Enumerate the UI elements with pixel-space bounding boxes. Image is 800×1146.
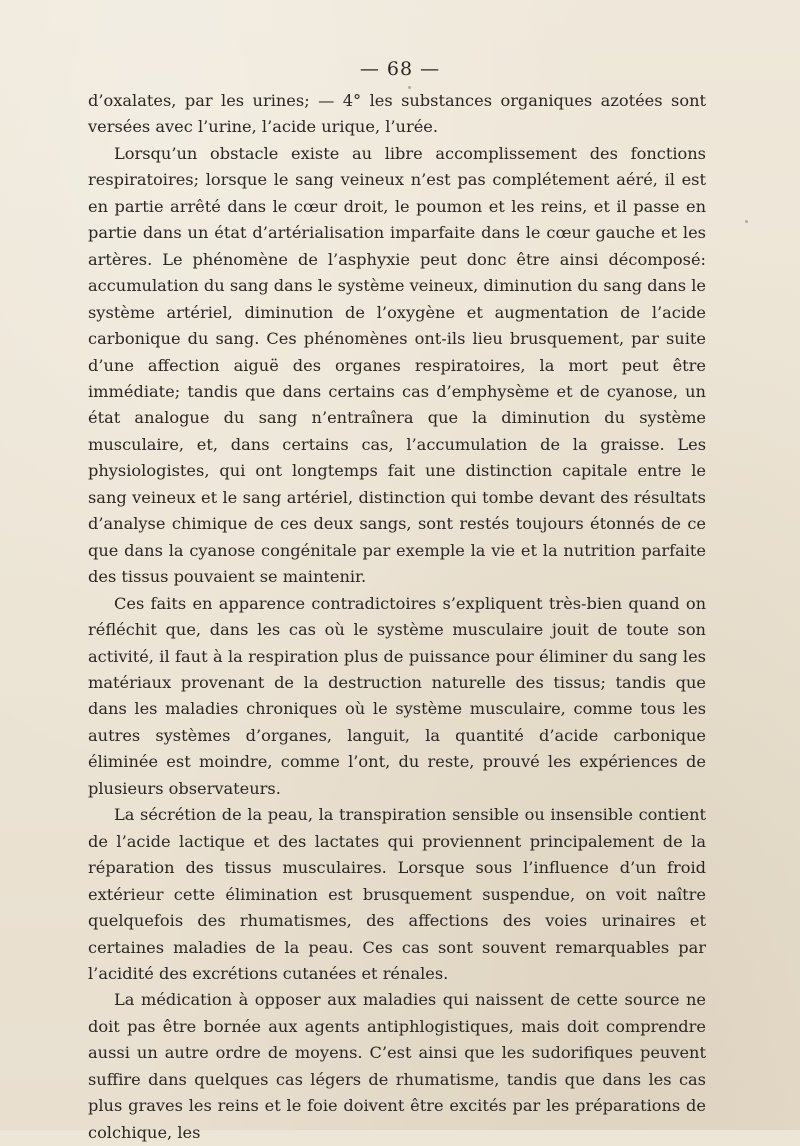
paragraph: La médication à opposer aux maladies qui naissent de cette source ne doit pas être bornée aux agents antiphlogistiques, mais doit comprendre aussi un autre ordre de moyens. C’est ainsi que les sudorifiques peuvent suffire dans quelques cas légers de rhumatisme, tandis que dans les cas plus graves les reins et le foie doivent être excités par les préparations de colchique, les [88, 990, 706, 1142]
paragraph: La sécrétion de la peau, la transpiration sensible ou insensible contient de l’acide lactique et des lactates qui proviennent principalement de la réparation des tissus musculaires. Lorsque sous l’influence d’un froid extérieur cette élimination est brusquement suspendue, on voit naître quelquefois des rhumatismes, des affections des voies urinaires et certaines maladies de la peau. Ces cas sont souvent remarquables par l’acidité des excrétions cutanées et rénales. [88, 805, 706, 983]
ink-speck [745, 220, 748, 223]
paragraph: Lorsqu’un obstacle existe au libre accomplissement des fonctions respiratoires; lorsque le sang veineux n’est pas complétement aéré, il est en partie arrêté dans le cœur droit, le poumon et les reins, et il passe en partie dans un état d’artérialisation imparfaite dans le cœur gauche et les artères. Le phénomène de l’asphyxie peut donc être ainsi décomposé: accumulation du sang dans le système veineux, diminution du sang dans le système artériel, diminution de l’oxygène et augmentation de l’acide carbonique du sang. Ces phénomènes ont-ils lieu brusquement, par suite d’une affection aiguë des organes respiratoires, la mort peut être immédiate; tandis que dans certains cas d’emphysème et de cyanose, un état analogue du sang n’entraînera que la diminution du système musculaire, et, dans certains cas, l’accumulation de la graisse. Les physiologistes, qui ont longtemps fait une distinction capitale entre le sang veineux et le sang artériel, distinction qui tombe devant des résultats d’analyse chimique de ces deux sangs, sont restés toujours étonnés de ce que dans la cyanose congénitale par exemple la vie et la nutrition parfaite des tissus pouvaient se maintenir. [88, 143, 706, 587]
page-number: — 68 — [359, 58, 441, 80]
paragraph: d’oxalates, par les urines; — 4° les substances organiques azotées sont versées avec l’urine, l’acide urique, l’urée. [88, 91, 706, 137]
body-text [88, 88, 706, 1146]
paragraph: Ces faits en apparence contradictoires s’expliquent très-bien quand on réfléchit que, dans les cas où le système musculaire jouit de toute son activité, il faut à la respiration plus de puissance pour éliminer du sang les matériaux provenant de la destruction naturelle des tissus; tandis que dans les maladies chroniques où le système musculaire, comme tous les autres systèmes d’organes, languit, la quantité d’acide carbonique éliminée est moindre, comme l’ont, du reste, prouvé les expériences de plusieurs observateurs. [88, 593, 706, 798]
